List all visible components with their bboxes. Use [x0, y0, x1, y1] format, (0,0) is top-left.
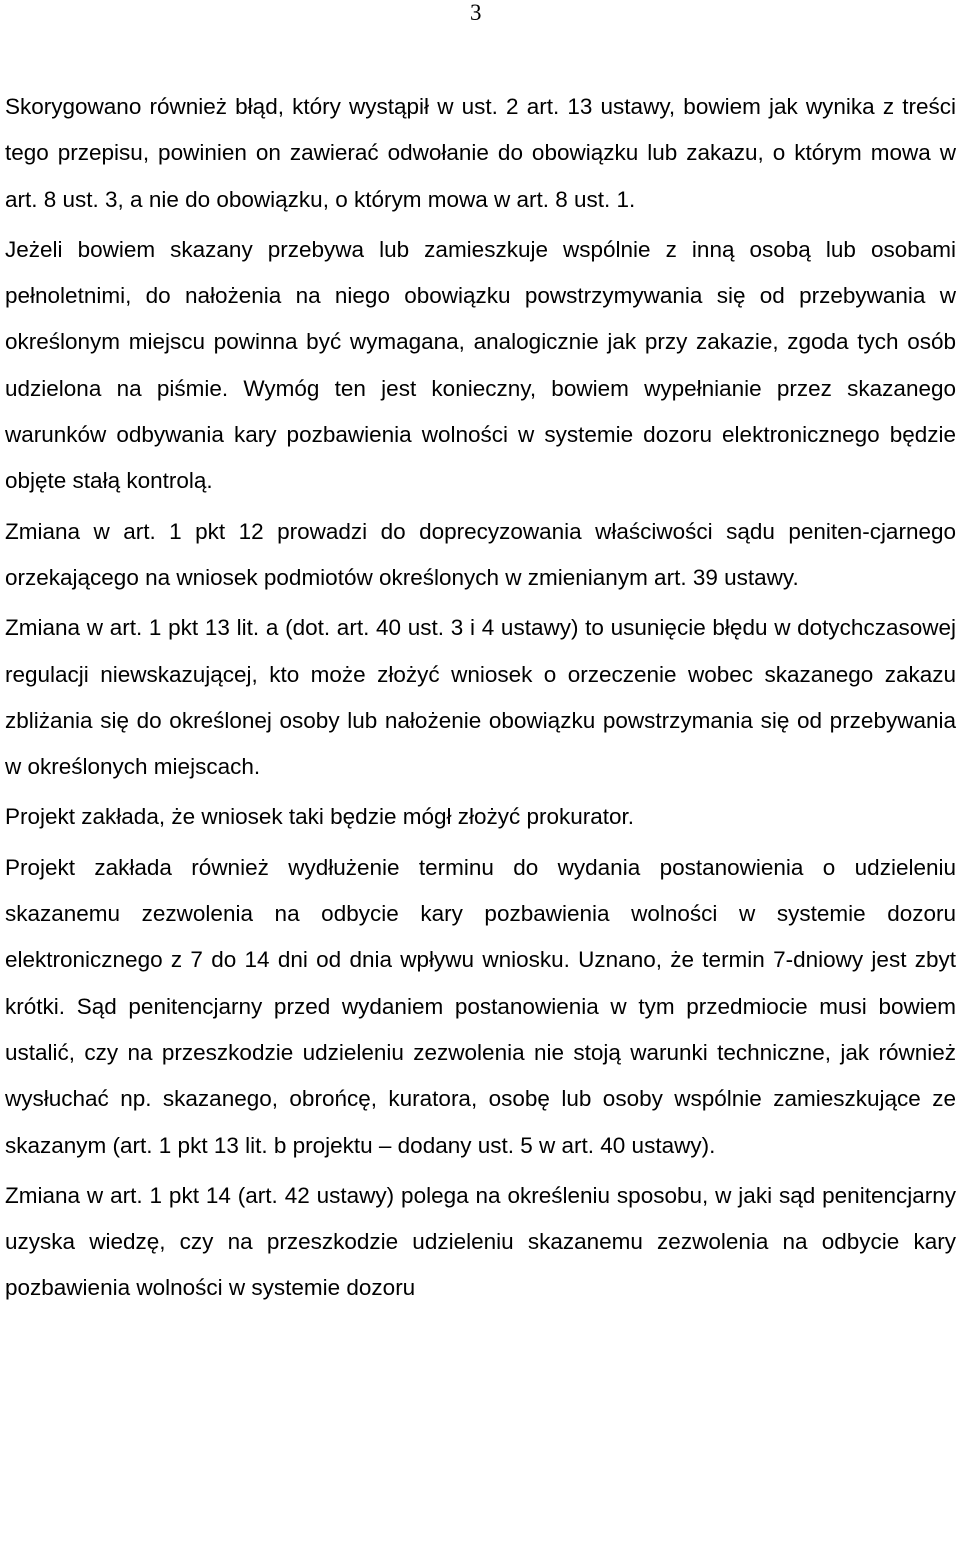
paragraph-penitentiary-court: Zmiana w art. 1 pkt 12 prowadzi do doprecyzowania właściwości sądu peniten-cjarnego orzekającego na wniosek podmiotów określonych w zmienianym art. 39 ustawy.: [5, 518, 956, 590]
paragraph-court-knowledge: Zmiana w art. 1 pkt 14 (art. 42 ustawy) polega na określeniu sposobu, w jaki sąd penitencjarny uzyska wiedzę, czy na przeszkodzie udzieleniu skazanemu zezwolenia na odbycie kary pozbawienia wolności w systemie dozoru: [5, 1182, 956, 1301]
paragraph-regulation-fix: Zmiana w art. 1 pkt 13 lit. a (dot. art. 40 ust. 3 i 4 ustawy) to usunięcie błędu w dotychczasowej regulacji niewskazującej, kto może złożyć wniosek o orzeczenie wobec skazanego zakazu zbliżania się do określonej osoby lub nałożenie obowiązku powstrzymania się od przebywania w określonych miejscach.: [5, 615, 956, 780]
paragraph-prosecutor-motion: Projekt zakłada, że wniosek taki będzie mógł złożyć prokurator.: [5, 804, 635, 830]
document-body: [5, 84, 956, 1312]
page-number: 3: [470, 0, 482, 25]
paragraph-error-correction: Skorygowano również błąd, który wystąpił w ust. 2 art. 13 ustawy, bowiem jak wynika z treści tego przepisu, powinien on zawierać odwołanie do obowiązku lub zakazu, o którym mowa w art. 8 ust. 3, a nie do obowiązku, o którym mowa w art. 8 ust. 1.: [5, 94, 956, 212]
paragraph-consent-requirement: Jeżeli bowiem skazany przebywa lub zamieszkuje wspólnie z inną osobą lub osobami pełnoletnimi, do nałożenia na niego obowiązku powstrzymywania się od przebywania w określonym miejscu powinna być wymagana, analogicznie jak przy zakazie, zgoda tych osób udzielona na piśmie. Wymóg ten jest konieczny, bowiem wypełnianie przez skazanego warunków odbywania kary pozbawienia wolności w systemie dozoru elektronicznego będzie objęte stałą kontrolą.: [5, 236, 956, 494]
paragraph-deadline-extension: Projekt zakłada również wydłużenie terminu do wydania postanowienia o udzieleniu skazanemu zezwolenia na odbycie kary pozbawienia wolności w systemie dozoru elektronicznego z 7 do 14 dni od dnia wpływu wniosku. Uznano, że termin 7-dniowy jest zbyt krótki. Sąd penitencjarny przed wydaniem postanowienia w tym przedmiocie musi bowiem ustalić, czy na przeszkodzie udzieleniu zezwolenia nie stoją warunki techniczne, jak również wysłuchać np. skazanego, obrońcę, kuratora, osobę lub osoby wspólnie zamieszkujące ze skazanym (art. 1 pkt 13 lit. b projektu – dodany ust. 5 w art. 40 ustawy).: [5, 854, 956, 1158]
